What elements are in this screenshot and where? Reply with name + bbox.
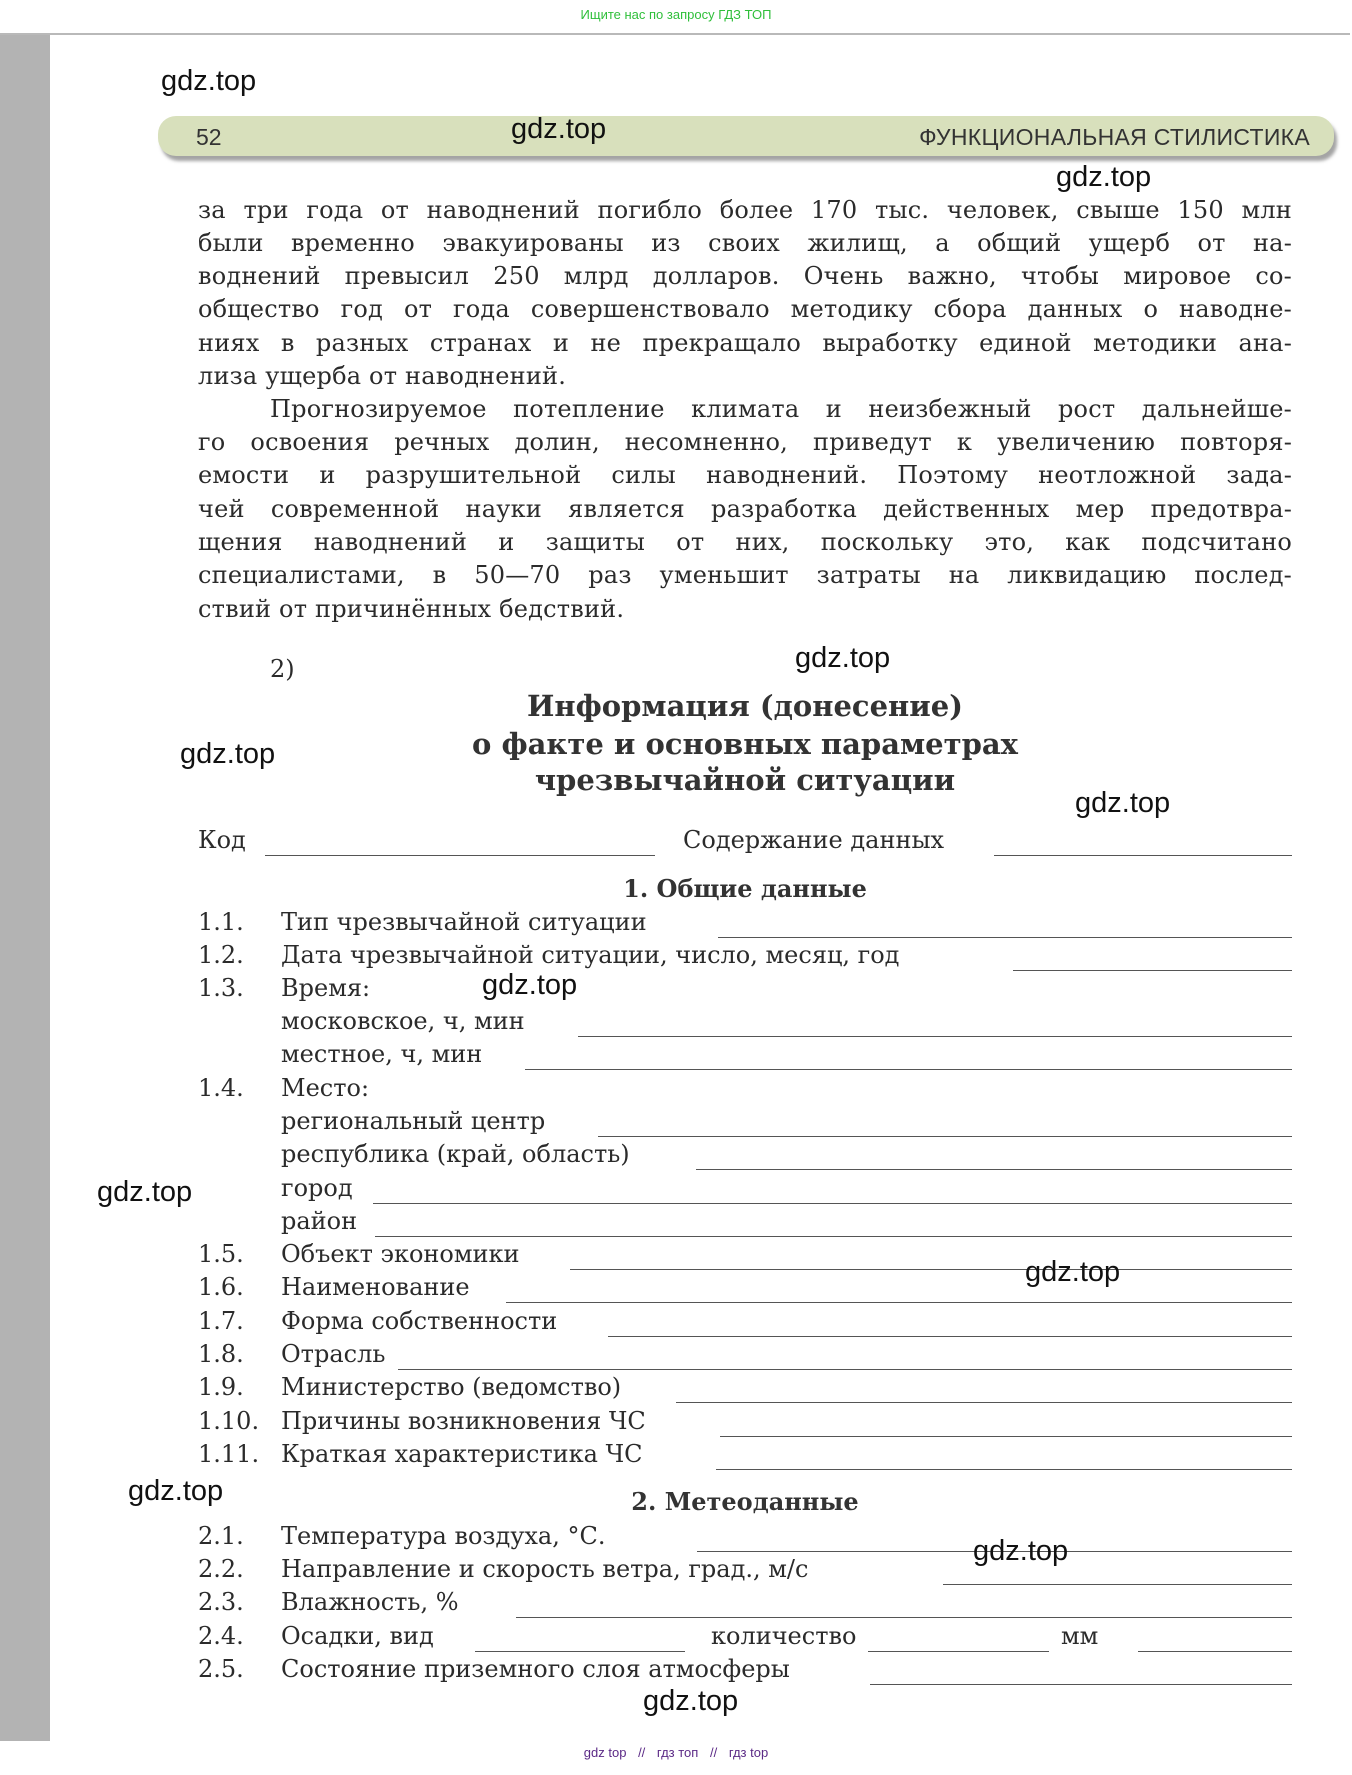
row-label: Температура воздуха, °С. — [281, 1522, 606, 1550]
form-row-1-3 — [198, 974, 1292, 1004]
row-number: 1.1. — [198, 908, 244, 936]
row-label: Краткая характеристика ЧС — [281, 1440, 643, 1468]
watermark: gdz.top — [795, 642, 891, 674]
watermark: gdz.top — [482, 969, 578, 1001]
humidity-field[interactable] — [516, 1617, 1292, 1618]
form-row-regional-center — [198, 1107, 1292, 1137]
form-row-2-1 — [198, 1522, 1292, 1552]
section-heading-general: 1. Общие данные — [623, 874, 867, 903]
text-line: специалистами, в 50—70 раз уменьшит затраты на ликвидацию послед- — [198, 561, 1292, 589]
form-row-1-7 — [198, 1307, 1292, 1337]
atmosphere-state-field[interactable] — [870, 1684, 1292, 1685]
footer-links — [0, 1745, 1352, 1760]
watermark: gdz.top — [973, 1535, 1069, 1567]
moscow-time-field[interactable] — [578, 1036, 1292, 1037]
form-row-2-5 — [198, 1655, 1292, 1685]
row-label: Причины возникновения ЧС — [281, 1407, 646, 1435]
form-row-1-6 — [198, 1273, 1292, 1303]
text-line: ниях в разных странах и не прекращало выработку единой методики ана- — [198, 329, 1292, 357]
text-line: лиза ущерба от наводнений. — [198, 362, 567, 390]
form-row-local-time — [198, 1040, 1292, 1070]
ownership-form-field[interactable] — [608, 1336, 1292, 1337]
text-line: воднений превысил 250 млрд долларов. Очень важно, чтобы мировое со- — [198, 262, 1292, 290]
footer-link[interactable]: гдз топ — [656, 1745, 699, 1760]
text-line: емости и разрушительной силы наводнений. Поэтому неотложной зада- — [198, 461, 1292, 489]
text-line: щения наводнений и защиты от них, поскольку это, как подсчитано — [198, 528, 1292, 556]
item-marker: 2) — [270, 655, 295, 683]
regional-center-field[interactable] — [598, 1136, 1292, 1137]
watermark: gdz.top — [511, 113, 607, 145]
search-banner[interactable]: Ищите нас по запросу ГДЗ ТОП — [580, 7, 772, 22]
row-number: 1.11. — [198, 1440, 260, 1468]
row-number: 1.7. — [198, 1307, 244, 1335]
code-field[interactable] — [265, 855, 655, 856]
emergency-type-field[interactable] — [718, 937, 1292, 938]
precipitation-mm-field[interactable] — [1138, 1651, 1292, 1652]
row-label: Дата чрезвычайной ситуации, число, месяц, год — [281, 941, 900, 969]
characteristics-field[interactable] — [716, 1469, 1292, 1470]
row-label: местное, ч, мин — [281, 1040, 483, 1068]
form-row-2-4 — [198, 1622, 1292, 1652]
form-row-1-9 — [198, 1373, 1292, 1403]
row-label: Тип чрезвычайной ситуации — [281, 908, 647, 936]
row-label: Осадки, вид — [281, 1622, 434, 1650]
ministry-field[interactable] — [676, 1402, 1292, 1403]
row-label: Направление и скорость ветра, град., м/с — [281, 1555, 809, 1583]
row-number: 1.10. — [198, 1407, 260, 1435]
row-label: Отрасль — [281, 1340, 386, 1368]
row-label: Состояние приземного слоя атмосферы — [281, 1655, 790, 1683]
document-title-line: о факте и основных параметрах — [472, 727, 1018, 761]
footer-separator: // — [638, 1745, 646, 1760]
form-row-1-10 — [198, 1407, 1292, 1437]
row-number: 1.3. — [198, 974, 244, 1002]
amount-label: количество — [711, 1622, 857, 1650]
text-line: го освоения речных долин, несомненно, приведут к увеличению повторя- — [198, 428, 1292, 456]
form-row-1-4 — [198, 1074, 1292, 1104]
form-row-2-3 — [198, 1588, 1292, 1618]
form-row-1-5 — [198, 1240, 1292, 1270]
footer-separator: // — [709, 1745, 718, 1760]
text-line: за три года от наводнений погибло более 170 тыс. человек, свыше 150 млн — [198, 196, 1292, 224]
form-row-city — [198, 1174, 1292, 1204]
row-label: региональный центр — [281, 1107, 546, 1135]
row-number: 2.4. — [198, 1622, 244, 1650]
industry-field[interactable] — [398, 1369, 1292, 1370]
text-line: ствий от причинённых бедствий. — [198, 595, 625, 623]
emergency-date-field[interactable] — [1013, 970, 1292, 971]
row-label: Время: — [281, 974, 371, 1002]
document-title-line: чрезвычайной ситуации — [534, 763, 956, 797]
unit-label: мм — [1061, 1622, 1099, 1650]
row-label: Объект экономики — [281, 1240, 520, 1268]
republic-field[interactable] — [696, 1169, 1292, 1170]
causes-field[interactable] — [720, 1436, 1292, 1437]
running-header — [158, 116, 1334, 156]
watermark: gdz.top — [97, 1176, 193, 1208]
code-row — [198, 826, 1292, 856]
row-number: 2.3. — [198, 1588, 244, 1616]
row-label: республика (край, область) — [281, 1140, 630, 1168]
economic-object-field[interactable] — [570, 1269, 1292, 1270]
row-number: 1.8. — [198, 1340, 244, 1368]
row-number: 1.2. — [198, 941, 244, 969]
form-row-republic — [198, 1140, 1292, 1170]
form-row-moscow-time — [198, 1007, 1292, 1037]
wind-field[interactable] — [943, 1584, 1292, 1585]
row-label: город — [281, 1174, 353, 1202]
watermark: gdz.top — [1056, 161, 1152, 193]
form-row-1-8 — [198, 1340, 1292, 1370]
form-row-1-11 — [198, 1440, 1292, 1470]
form-row-district — [198, 1207, 1292, 1237]
row-number: 1.5. — [198, 1240, 244, 1268]
row-label: Наименование — [281, 1273, 470, 1301]
footer-link[interactable]: gdz top — [583, 1745, 627, 1760]
form-row-1-2 — [198, 941, 1292, 971]
watermark: gdz.top — [180, 738, 276, 770]
local-time-field[interactable] — [525, 1069, 1292, 1070]
watermark: gdz.top — [161, 65, 257, 97]
code-label: Код — [198, 826, 246, 854]
row-number: 1.6. — [198, 1273, 244, 1301]
content-label: Содержание данных — [683, 826, 945, 854]
row-label: Место: — [281, 1074, 370, 1102]
precipitation-amount-field[interactable] — [868, 1651, 1049, 1652]
top-divider — [0, 33, 1350, 35]
watermark: gdz.top — [1025, 1256, 1121, 1288]
row-label: Влажность, % — [281, 1588, 459, 1616]
text-line: были временно эвакуированы из своих жилищ, а общий ущерб от на- — [198, 229, 1292, 257]
form-row-2-2 — [198, 1555, 1292, 1585]
document-title-line: Информация (донесение) — [527, 689, 963, 723]
section-heading-meteo: 2. Метеоданные — [631, 1487, 859, 1516]
left-gutter — [0, 35, 50, 1741]
text-line: чей современной науки является разработка действенных мер предотвра- — [198, 495, 1292, 523]
row-number: 2.2. — [198, 1555, 244, 1583]
section-title: ФУНКЦИОНАЛЬНАЯ СТИЛИСТИКА — [919, 124, 1310, 150]
row-number: 1.9. — [198, 1373, 244, 1401]
text-line: Прогнозируемое потепление климата и неизбежный рост дальнейше- — [270, 395, 1292, 423]
content-field[interactable] — [994, 855, 1292, 856]
watermark: gdz.top — [1075, 787, 1171, 819]
watermark: gdz.top — [643, 1685, 739, 1717]
row-label: Министерство (ведомство) — [281, 1373, 622, 1401]
row-number: 1.4. — [198, 1074, 244, 1102]
city-field[interactable] — [373, 1203, 1292, 1204]
row-number: 2.1. — [198, 1522, 244, 1550]
page-number: 52 — [196, 124, 222, 150]
row-number: 2.5. — [198, 1655, 244, 1683]
watermark: gdz.top — [128, 1475, 224, 1507]
footer-link[interactable]: гдз top — [728, 1745, 769, 1760]
row-label: московское, ч, мин — [281, 1007, 525, 1035]
name-field[interactable] — [506, 1302, 1292, 1303]
row-label: Форма собственности — [281, 1307, 558, 1335]
text-line: общество год от года совершенствовало методику сбора данных о наводне- — [198, 295, 1292, 323]
precipitation-type-field[interactable] — [475, 1651, 685, 1652]
form-row-1-1 — [198, 908, 1292, 938]
district-field[interactable] — [375, 1236, 1292, 1237]
row-label: район — [281, 1207, 358, 1235]
